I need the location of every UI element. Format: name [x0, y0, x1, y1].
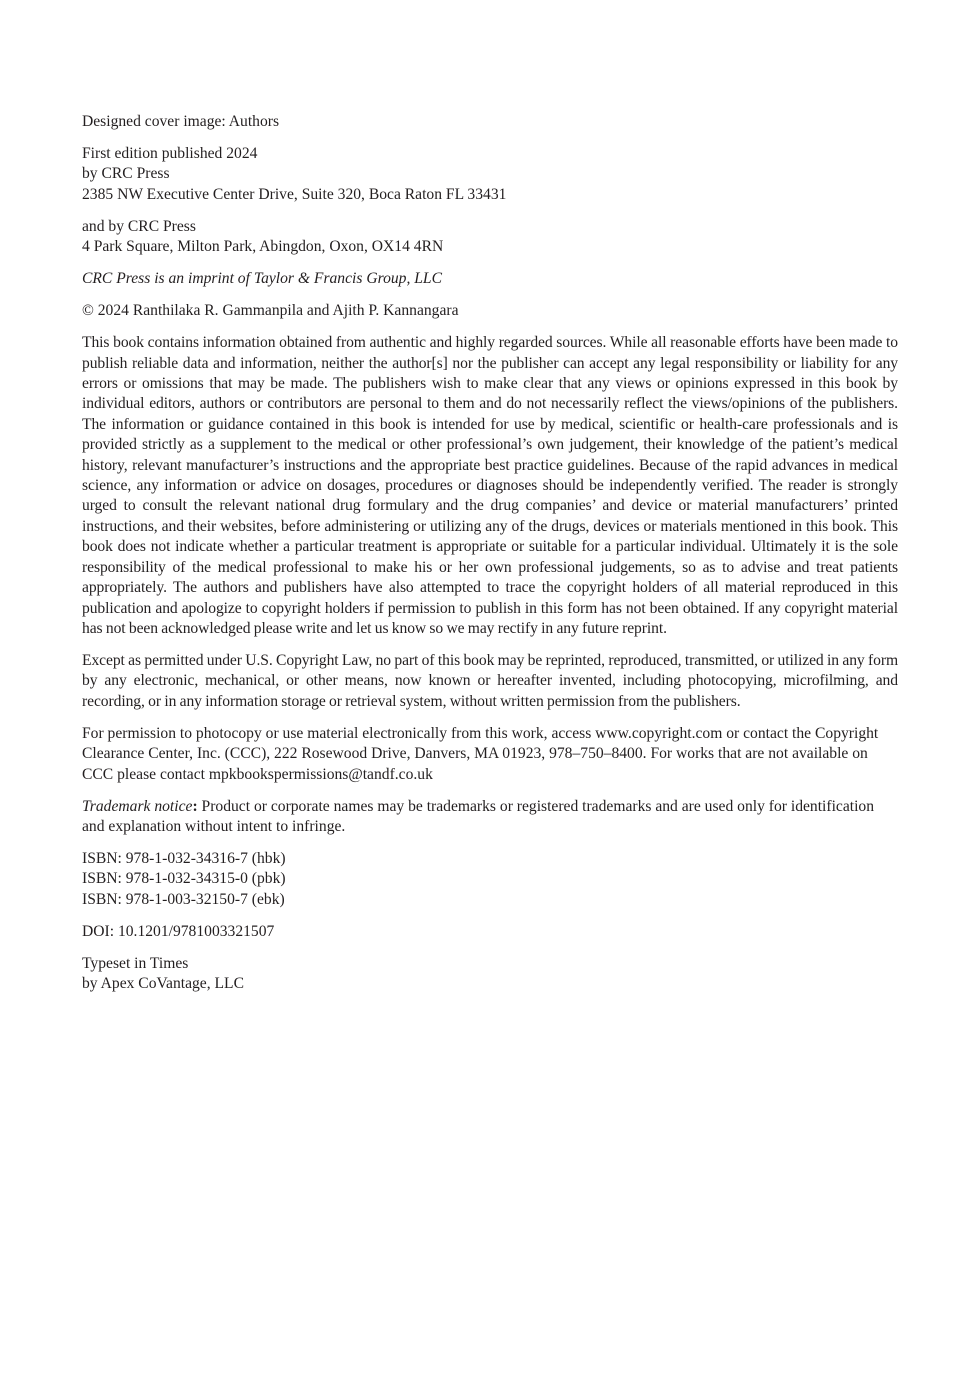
- edition-publisher: by CRC Press: [82, 165, 170, 183]
- imprint-block: [82, 269, 898, 289]
- doi-block: [82, 922, 898, 942]
- permissions-paragraph: For permission to photocopy or use material electronically from this work, access www.copyright.com or contact the Copyright Clearance Center, Inc. (CCC), 222 Rosewood Drive, Danvers, MA 01923, 978–750–8400. For works that are not available on CCC please contact mpkbookspermissions@tandf.co.uk: [82, 724, 879, 783]
- edition-block: [82, 144, 898, 205]
- edition-published: First edition published 2024: [82, 145, 258, 162]
- isbn-ebk: ISBN: 978-1-003-32150-7 (ebk): [82, 890, 285, 908]
- trademark-text: Product or corporate names may be trademarks or registered trademarks and are used only for identification and explanation without intent to infringe.: [82, 797, 874, 835]
- typeset-font: Typeset in Times: [82, 954, 189, 972]
- doi: DOI: 10.1201/9781003321507: [82, 922, 275, 940]
- typeset-block: [82, 954, 898, 995]
- cover-credit: Designed cover image: Authors: [82, 113, 280, 130]
- uk-publisher: and by CRC Press: [82, 217, 196, 235]
- trademark-colon: :: [192, 797, 198, 815]
- isbn-block: [82, 849, 898, 910]
- trademark-paragraph: [82, 797, 898, 838]
- copyright-notice: © 2024 Ranthilaka R. Gammanpila and Ajith P. Kannangara: [82, 302, 459, 320]
- typeset-by: by Apex CoVantage, LLC: [82, 975, 244, 993]
- edition-address: 2385 NW Executive Center Drive, Suite 320, Boca Raton FL 33431: [82, 185, 507, 203]
- uk-office-block: [82, 217, 898, 258]
- isbn-hbk: ISBN: 978-1-032-34316-7 (hbk): [82, 849, 286, 867]
- uk-address: 4 Park Square, Milton Park, Abingdon, Oxon, OX14 4RN: [82, 238, 444, 256]
- copyright-block: [82, 301, 898, 321]
- copyright-law-paragraph: Except as permitted under U.S. Copyright Law, no part of this book may be reprinted, reproduced, transmitted, or utilized in any form by any electronic, mechanical, or other means, now known or hereafter invented, including photocopying, microfilming, and recording, or in any information storage or retrieval system, without written permission from the publishers.: [82, 651, 898, 710]
- copyright-page: [82, 112, 898, 1006]
- disclaimer-paragraph: This book contains information obtained from authentic and highly regarded sources. While all reasonable efforts have been made to publish reliable data and information, neither the author[s] nor the publisher can accept any legal responsibility or liability for any errors or omissions that may be made. The publishers wish to make clear that any views or opinions expressed in this book by individual editors, authors or contributors are personal to them and do not necessarily reflect the views/opinions of the publishers. The information or guidance contained in this book is intended for use by medical, scientific or health-care professionals and is provided strictly as a supplement to the medical or other professional’s own judgement, their knowledge of the patient’s medical history, relevant manufacturer’s instructions and the appropriate best practice guidelines. Because of the rapid advances in medical science, any information or advice on dosages, procedures or diagnoses should be independently verified. The reader is strongly urged to consult the relevant national drug formulary and the drug companies’ and device or material manufacturers’ printed instructions, and their websites, before administering or utilizing any of the drugs, devices or materials mentioned in this book. This book does not indicate whether a particular treatment is appropriate or suitable for a particular individual. Ultimately it is the sole responsibility of the medical professional to make his or her own professional judgements, so as to advise and treat patients appropriately. The authors and publishers have also attempted to trace the copyright holders of all material reproduced in this publication and apologize to copyright holders if permission to publish in this form has not been obtained. If any copyright material has not been acknowledged please write and let us know so we may rectify in any future reprint.: [82, 334, 898, 637]
- trademark-label: Trademark notice: [82, 797, 193, 815]
- isbn-pbk: ISBN: 978-1-032-34315-0 (pbk): [82, 870, 286, 888]
- cover-credit-block: [82, 112, 898, 132]
- imprint-statement: CRC Press is an imprint of Taylor & Francis Group, LLC: [82, 270, 443, 288]
